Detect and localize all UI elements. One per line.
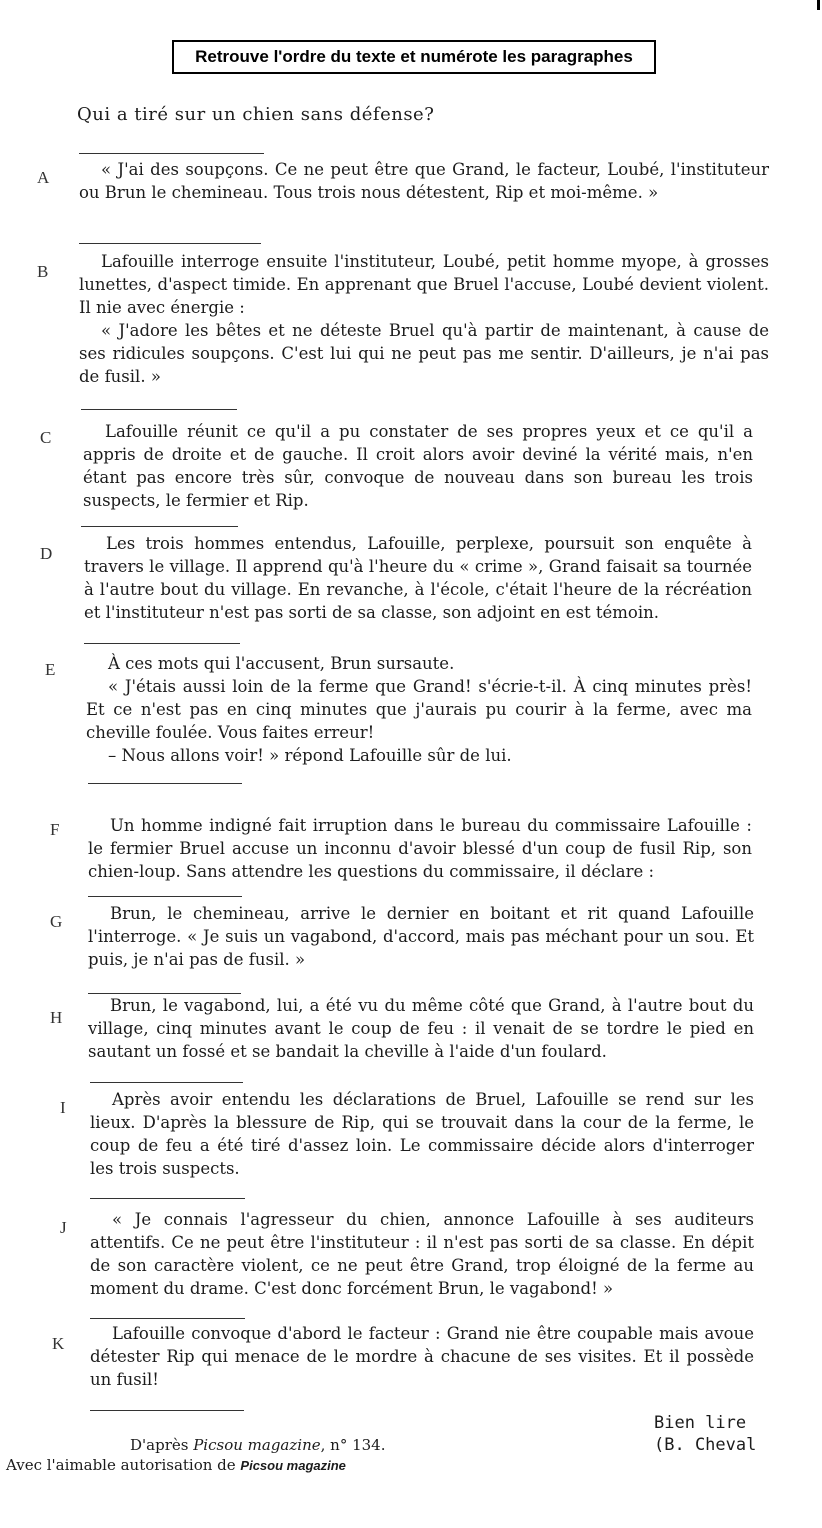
exercise-title-text: Retrouve l'ordre du texte et numérote les paragraphes (195, 47, 633, 66)
paragraph (84, 532, 752, 624)
paragraph-letter: K (52, 1334, 65, 1353)
paragraph-letter: I (60, 1098, 66, 1117)
paragraph-text: Lafouille interroge ensuite l'instituteur, Loubé, petit homme myope, à grosses lunettes, d'aspect timide. En apprenant que Bruel l'accuse, Loubé devient violent. Il nie avec énergie : (79, 252, 769, 317)
paragraph-letter: B (37, 262, 49, 281)
number-blank (88, 896, 242, 897)
number-blank (81, 409, 237, 410)
book-title: Bien lire (654, 1413, 747, 1433)
corner-mark (817, 0, 820, 10)
number-blank (90, 1198, 245, 1199)
number-blank (90, 1410, 244, 1411)
paragraph-letter: C (40, 428, 52, 447)
paragraph-letter: G (50, 912, 63, 931)
paragraph-text: « Je connais l'agresseur du chien, annonce Lafouille à ses auditeurs attentifs. Ce ne peut être l'instituteur : il n'est pas sorti de sa classe. En dépit de son caractère violent, ce ne peut être Grand, trop éloigné de la ferme au moment du drame. C'est donc forcément Brun, le vagabond! » (90, 1210, 754, 1298)
book-source (654, 1412, 756, 1456)
paragraph-text: Lafouille réunit ce qu'il a pu constater de ses propres yeux et ce qu'il a appris de droite et de gauche. Il croit alors avoir deviné la vérité mais, n'en étant pas encore très sûr, convoque de nouveau dans son bureau les trois suspects, le fermier et Rip. (83, 422, 753, 510)
number-blank (84, 643, 240, 644)
paragraph-letter: A (37, 168, 50, 187)
paragraph (83, 420, 753, 512)
credit-prefix: D'après (130, 1436, 194, 1454)
paragraph (88, 814, 752, 883)
paragraph-text: À ces mots qui l'accusent, Brun sursaute. (108, 654, 455, 673)
source-credit (130, 1436, 386, 1454)
paragraph-letter: E (45, 660, 56, 679)
permission-note (6, 1456, 346, 1474)
paragraph-text: Un homme indigné fait irruption dans le bureau du commissaire Lafouille : le fermier Bruel accuse un inconnu d'avoir blessé d'un coup de fusil Rip, son chien-loup. Sans attendre les questions du commissaire, il déclare : (88, 816, 752, 881)
paragraph-letter: F (50, 820, 60, 839)
paragraph (88, 902, 754, 971)
paragraph-letter: J (60, 1218, 67, 1237)
number-blank (81, 526, 238, 527)
paragraph-text: Après avoir entendu les déclarations de Bruel, Lafouille se rend sur les lieux. D'après la blessure de Rip, qui se trouvait dans la cour de la ferme, le coup de feu a été tiré d'assez loin. Le commissaire décide alors d'interroger les trois suspects. (90, 1090, 754, 1178)
paragraph (90, 1088, 754, 1180)
paragraph (79, 158, 769, 204)
permission-brand: Picsou magazine (240, 1458, 346, 1473)
paragraph (90, 1208, 754, 1300)
number-blank (88, 783, 242, 784)
paragraph-text: Brun, le chemineau, arrive le dernier en boitant et rit quand Lafouille l'interroge. « Je suis un vagabond, d'accord, mais pas méchant pour un sou. Et puis, je n'ai pas de fusil. » (88, 904, 754, 969)
credit-suffix: , n° 134. (320, 1436, 386, 1454)
paragraph-text: « J'étais aussi loin de la ferme que Grand! s'écrie-t-il. À cinq minutes près! Et ce n'est pas en cinq minutes que j'aurais pu courir à la ferme, avec ma cheville foulée. Vous faites erreur! (86, 677, 752, 742)
paragraph-text: « J'ai des soupçons. Ce ne peut être que Grand, le facteur, Loubé, l'instituteur ou Brun le chemineau. Tous trois nous détestent, Rip et moi-même. » (79, 160, 769, 202)
number-blank (79, 243, 261, 244)
paragraph-text: Les trois hommes entendus, Lafouille, perplexe, poursuit son enquête à travers le village. Il apprend qu'à l'heure du « crime », Grand faisait sa tournée à l'autre bout du village. En revanche, à l'école, c'était l'heure de la récréation et l'instituteur n'est pas sorti de sa classe, son adjoint en est témoin. (84, 534, 752, 622)
number-blank (90, 1318, 245, 1319)
number-blank (79, 153, 264, 154)
exercise-title (172, 40, 656, 74)
paragraph-text: Lafouille convoque d'abord le facteur : Grand nie être coupable mais avoue détester Rip qui menace de le mordre à chacune de ses visites. Et il possède un fusil! (90, 1324, 754, 1389)
paragraph (86, 652, 752, 767)
book-author: (B. Cheval (654, 1435, 757, 1455)
permission-text: Avec l'aimable autorisation de (6, 1456, 241, 1474)
paragraph-letter: D (40, 544, 53, 563)
paragraph (90, 1322, 754, 1391)
number-blank (90, 1082, 243, 1083)
paragraph-text: « J'adore les bêtes et ne déteste Bruel qu'à partir de maintenant, à cause de ses ridicules soupçons. C'est lui qui ne peut pas me sentir. D'ailleurs, je n'ai pas de fusil. » (79, 321, 769, 386)
paragraph (88, 994, 754, 1063)
paragraph-letter: H (50, 1008, 63, 1027)
paragraph-text: Brun, le vagabond, lui, a été vu du même côté que Grand, à l'autre bout du village, cinq minutes avant le coup de feu : il venait de se tordre le pied en sautant un fossé et se bandait la cheville à l'aide d'un foulard. (88, 996, 754, 1061)
paragraph-text: – Nous allons voir! » répond Lafouille sûr de lui. (108, 746, 512, 765)
credit-magazine: Picsou magazine (193, 1436, 321, 1454)
story-question: Qui a tiré sur un chien sans défense? (77, 104, 435, 125)
paragraph (79, 250, 769, 388)
